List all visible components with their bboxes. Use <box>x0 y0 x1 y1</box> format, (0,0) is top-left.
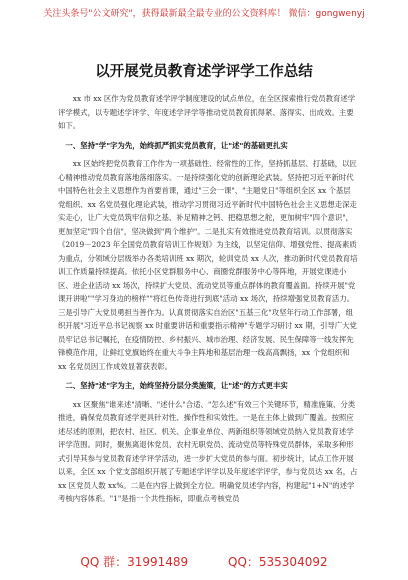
intro-paragraph: xx 市 xx 区作为党员教育述学评学制度建设的试点单位，在全区探索推行党员教育述学评学模式，以专题述学评学、年度述学评学等推动党员教育抓得紧、落得实、出成效。主要如下。 <box>58 94 356 130</box>
banner-line: 关注头条号"公文研究"，获得最新最全最专业的公文资料库！ 微信：gongwenyj <box>43 9 365 19</box>
footer-contacts <box>0 553 408 570</box>
footer-qq: QQ：535304092 <box>228 555 328 569</box>
section-heading-1: 一、坚持"学"字为先，始终抓严抓实党员教育，让"述"的基础更扎实 <box>65 140 288 150</box>
section-1-paragraph: xx 区始终把党员教育工作作为一项基础性、经常性的工作，坚持抓基层、打基础，以匠心精神推动党员教育落地落细落实。一是持续强化党的创新理论武装。坚持把习近平新时代中国特色社会主义思想作为首要首课，通过"三会一课"、"主题党日"等组织全区 xx 个基层党组织、xx 名党员强化理论武装，推动学习贯彻习近平新时代中国特色社会主义思想走深走实走心，让广大党员筑牢信仰之基、补足精神之钙、把稳思想之舵，更加树牢"四个意识"，更加坚定"四个自信"，坚决做到"两个维护"。二是扎实有效推进党员教育培训。以贯彻落实《2019－2023 年全国党员教育培训工作规划》为主线，以坚定信仰、增强党性、提高素质为重点，分领域分层级举办各类培训班 xx 期次，轮训党员 xx 人次，推动新时代党员教育培训工作质量持续提高。依托小区党群服务中心、商圈党群服务中心等阵地，开展党课进小区、进企业活动 xx 场次，持续扩大党员、流动党员等重点群体的教育覆盖面。持续开展"党课开讲啦""学习身边的榜样""将红色传奇进行到底"活动 xx 场次，持续增强党员教育活力。三是引导广大党员勇担当善作为。认真贯彻落实自治区"五基三化"攻坚年行动工作部署，组织开展"习近平总书记视察 xx 时重要讲话和重要指示精神"专题学习研讨 xx 期，引导广大党员牢记总书记嘱托，在疫情防控、乡村振兴、城市治理、经济发展、民生保障等一线发挥先锋模范作用，让鲜红党旗始终在重大斗争主阵地和基层治理一线高高飘扬，xx 个党组织和 xx 名党员因工作成效显著获表彰。 <box>58 159 358 371</box>
footer-qq-group: QQ 群：31991489 <box>80 555 189 569</box>
header-banner <box>0 0 408 50</box>
section-2-paragraph: xx 区聚焦"谁来述"清晰、"述什么"合适、"怎么述"有效三个关键环节，精准施策、分类推进，确保党员教育述学更具针对性、操作性和实效性。一是在主体上做到广覆盖。按照应述尽述的原则，把农村、社区、机关、企事业单位、两新组织等领域党员纳入党员教育述学评学范围。同时，聚焦离退休党员、农村无职党员、流动党员等特殊党员群体，采取多种形式引导其参与党员教育述学评学活动，进一步扩大党员的参与面。初步统计，试点工作开展以来，全区 xx 个党支部组织开展了专题述学评学以及年度述学评学，参与党员达 xx 名，占 xx 区党员人数 xx%。二是在内容上做到全方位。明确党员述学内容，构建起"1+N"的述学考核内容体系。"1"是指一个共性指标，即重点考核党员 <box>58 399 358 503</box>
document-body <box>58 92 358 506</box>
section-heading-2: 二、坚持"述"字为主，始终坚持分层分类施策，让"述"的方式更丰实 <box>65 381 288 390</box>
document-title: 以开展党员教育述学评学工作总结 <box>95 64 313 80</box>
